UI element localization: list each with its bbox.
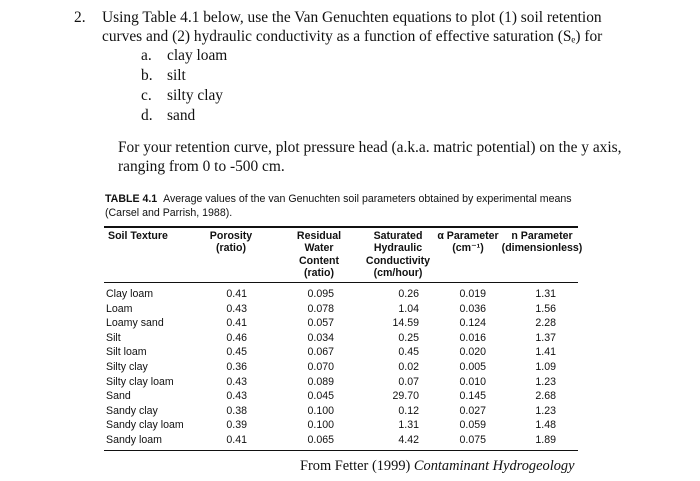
conductivity-cell: 14.59 bbox=[392, 317, 419, 330]
alpha-cell: 0.016 bbox=[459, 331, 486, 344]
item-letter: b. bbox=[141, 67, 153, 84]
residual-water-cell: 0.070 bbox=[307, 361, 334, 373]
item-text: silt bbox=[167, 67, 186, 84]
item-text: silty clay bbox=[167, 87, 223, 104]
soil-texture-cell: Silty clay bbox=[106, 361, 148, 373]
porosity-cell: 0.36 bbox=[226, 361, 247, 373]
item-text: sand bbox=[167, 107, 196, 124]
alpha-cell: 0.036 bbox=[459, 302, 486, 315]
residual-water-cell: 0.078 bbox=[307, 302, 334, 315]
alpha-cell: 0.075 bbox=[459, 434, 486, 446]
conductivity-cell: 0.07 bbox=[398, 375, 419, 388]
soil-texture-cell: Sand bbox=[106, 390, 131, 403]
n-cell: 1.56 bbox=[535, 302, 556, 315]
item-letter: c. bbox=[141, 87, 152, 104]
header-soil-texture: Soil Texture bbox=[108, 230, 168, 242]
porosity-cell: 0.41 bbox=[226, 434, 247, 446]
conductivity-cell: 1.31 bbox=[398, 419, 419, 432]
item-sand bbox=[141, 106, 195, 126]
table-top-rule bbox=[104, 226, 578, 228]
residual-water-cell: 0.095 bbox=[307, 288, 334, 300]
header-alpha-parameter: α Parameter (cm⁻¹) bbox=[437, 230, 499, 255]
soil-texture-cell: Silt loam bbox=[106, 346, 147, 359]
porosity-cell: 0.43 bbox=[226, 302, 247, 315]
n-cell: 1.89 bbox=[535, 434, 556, 446]
alpha-cell: 0.124 bbox=[459, 317, 486, 330]
table-caption-text: Average values of the van Genuchten soil parameters obtained by experimental means bbox=[163, 193, 572, 205]
conductivity-cell: 0.45 bbox=[398, 346, 419, 359]
conductivity-cell: 0.25 bbox=[398, 331, 419, 344]
residual-water-cell: 0.100 bbox=[307, 404, 334, 417]
residual-water-cell: 0.067 bbox=[307, 346, 334, 359]
header-residual-water-content: Residual Water Content (ratio) bbox=[296, 230, 342, 280]
conductivity-cell: 0.02 bbox=[398, 361, 419, 373]
item-silt bbox=[141, 66, 186, 86]
header-porosity: Porosity (ratio) bbox=[209, 230, 253, 255]
item-letter: d. bbox=[141, 107, 153, 124]
n-cell: 1.09 bbox=[535, 361, 556, 373]
instruction-line-1: For your retention curve, plot pressure head (a.k.a. matric potential) on the y axis, bbox=[118, 139, 622, 156]
table-caption-label: TABLE 4.1 bbox=[105, 193, 158, 205]
instruction-line-2: ranging from 0 to -500 cm. bbox=[118, 158, 285, 175]
n-cell: 2.28 bbox=[535, 317, 556, 330]
porosity-cell: 0.41 bbox=[226, 317, 247, 330]
alpha-cell: 0.005 bbox=[459, 361, 486, 373]
conductivity-cell: 29.70 bbox=[392, 390, 419, 403]
porosity-cell: 0.38 bbox=[226, 404, 247, 417]
residual-water-cell: 0.089 bbox=[307, 375, 334, 388]
soil-texture-cell: Loam bbox=[106, 302, 133, 315]
n-cell: 2.68 bbox=[535, 390, 556, 403]
soil-texture-cell: Clay loam bbox=[106, 288, 154, 300]
source-citation bbox=[300, 458, 574, 475]
item-clay-loam bbox=[141, 46, 227, 66]
soil-texture-cell: Silt bbox=[106, 331, 121, 344]
header-n-parameter: n Parameter (dimensionless) bbox=[501, 230, 583, 255]
alpha-cell: 0.020 bbox=[459, 346, 486, 359]
alpha-cell: 0.019 bbox=[459, 288, 486, 300]
residual-water-cell: 0.057 bbox=[307, 317, 334, 330]
n-cell: 1.23 bbox=[535, 375, 556, 388]
n-cell: 1.48 bbox=[535, 419, 556, 432]
problem-number: 2. bbox=[74, 9, 86, 26]
n-cell: 1.41 bbox=[535, 346, 556, 359]
porosity-cell: 0.43 bbox=[226, 375, 247, 388]
item-letter: a. bbox=[141, 47, 152, 64]
soil-texture-cell: Loamy sand bbox=[106, 317, 164, 330]
source-title: Contaminant Hydrogeology bbox=[413, 458, 575, 474]
soil-texture-cell: Sandy clay loam bbox=[106, 419, 184, 432]
soil-texture-cell: Sandy loam bbox=[106, 434, 162, 446]
table-caption-line-2: (Carsel and Parrish, 1988). bbox=[105, 207, 233, 219]
conductivity-cell: 0.12 bbox=[398, 404, 419, 417]
source-prefix: From Fetter (1999) bbox=[300, 458, 414, 474]
residual-water-cell: 0.045 bbox=[307, 390, 334, 403]
soil-texture-cell: Silty clay loam bbox=[106, 375, 174, 388]
item-text: clay loam bbox=[167, 47, 228, 64]
problem-line-1: Using Table 4.1 below, use the Van Genuchten equations to plot (1) soil retention bbox=[102, 9, 602, 26]
n-cell: 1.31 bbox=[535, 288, 556, 300]
porosity-cell: 0.45 bbox=[226, 346, 247, 359]
conductivity-cell: 0.26 bbox=[398, 288, 419, 300]
conductivity-cell: 4.42 bbox=[398, 434, 419, 446]
alpha-cell: 0.010 bbox=[459, 375, 486, 388]
table-header-rule bbox=[104, 282, 578, 283]
porosity-cell: 0.46 bbox=[226, 331, 247, 344]
alpha-cell: 0.059 bbox=[459, 419, 486, 432]
conductivity-cell: 1.04 bbox=[398, 302, 419, 315]
header-saturated-hydraulic-conductivity: Saturated Hydraulic Conductivity (cm/hour) bbox=[365, 230, 431, 280]
porosity-cell: 0.43 bbox=[226, 390, 247, 403]
alpha-cell: 0.145 bbox=[459, 390, 486, 403]
porosity-cell: 0.39 bbox=[226, 419, 247, 432]
n-cell: 1.37 bbox=[535, 331, 556, 344]
table-bottom-rule bbox=[104, 450, 578, 452]
alpha-cell: 0.027 bbox=[459, 404, 486, 417]
residual-water-cell: 0.065 bbox=[307, 434, 334, 446]
table-caption-line-1 bbox=[105, 193, 572, 205]
item-silty-clay bbox=[141, 86, 223, 106]
problem-line-2: curves and (2) hydraulic conductivity as a function of effective saturation (Sₑ) for bbox=[102, 28, 603, 45]
soil-texture-cell: Sandy clay bbox=[106, 404, 158, 417]
residual-water-cell: 0.034 bbox=[307, 331, 334, 344]
n-cell: 1.23 bbox=[535, 404, 556, 417]
porosity-cell: 0.41 bbox=[226, 288, 247, 300]
residual-water-cell: 0.100 bbox=[307, 419, 334, 432]
